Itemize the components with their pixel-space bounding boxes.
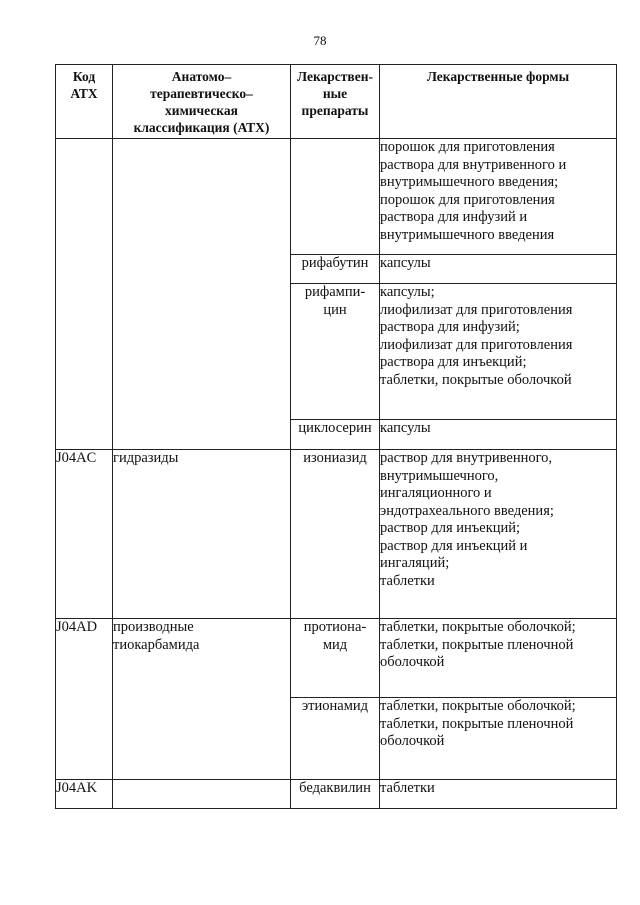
header-classification <box>113 65 291 139</box>
header-forms <box>380 65 617 139</box>
form-line: раствора для инфузий и <box>380 209 528 225</box>
form-line: таблетки, покрытые оболочкой <box>380 371 572 388</box>
header-code-line: Код <box>72 69 96 84</box>
classification-cell <box>113 780 291 809</box>
form-line: внутримышечного, <box>380 467 499 484</box>
code-cell: J04AD <box>56 619 113 780</box>
header-code-line: АТХ <box>70 86 98 101</box>
forms-cell <box>380 450 617 619</box>
form-line: эндотрахеального введения; <box>380 502 554 519</box>
classification-line: тиокарбамида <box>113 636 200 653</box>
table-row <box>56 450 617 619</box>
page-number: 78 <box>313 33 327 48</box>
form-line: ингаляционного и <box>380 485 492 501</box>
form-line: раствора для внутривенного и <box>380 156 567 173</box>
header-drugs-line: Лекарствен- <box>297 69 373 84</box>
header-classification-line: химическая <box>165 103 238 118</box>
classification-cell <box>113 450 291 619</box>
form-line: таблетки <box>380 572 435 589</box>
forms-cell <box>380 780 617 809</box>
form-line: раствор для инъекций и <box>380 537 528 554</box>
table-row <box>56 780 617 809</box>
header-classification-line: классификация (АТХ) <box>133 120 270 135</box>
form-line: оболочкой <box>380 733 445 749</box>
drug-cell <box>291 420 380 450</box>
form-line: таблетки, покрытые пленочной <box>380 715 574 732</box>
forms-cell <box>380 698 617 780</box>
form-line: таблетки <box>380 780 435 796</box>
form-line: порошок для приготовления <box>380 191 555 208</box>
drug-name: изониазид <box>303 450 367 466</box>
form-line: лиофилизат для приготовления <box>380 301 573 318</box>
header-code <box>56 65 113 139</box>
drug-cell <box>291 139 380 255</box>
form-line: оболочкой <box>380 654 445 670</box>
drug-name: рифабутин <box>301 255 369 271</box>
drug-name: циклосерин <box>298 420 372 436</box>
form-line: таблетки, покрытые пленочной <box>380 636 574 653</box>
forms-cell <box>380 255 617 284</box>
classification-cell <box>113 619 291 780</box>
table-row <box>56 619 617 698</box>
drug-cell <box>291 780 380 809</box>
header-drugs <box>291 65 380 139</box>
form-line: раствора для инъекций; <box>380 354 527 370</box>
classification-cell <box>113 139 291 450</box>
drug-cell <box>291 284 380 420</box>
form-line: ингаляций; <box>380 555 450 571</box>
drug-name: цин <box>323 301 347 318</box>
drug-cell <box>291 450 380 619</box>
forms-cell <box>380 284 617 420</box>
drug-cell <box>291 698 380 780</box>
classification-line: гидразиды <box>113 450 179 466</box>
drug-name: бедаквилин <box>299 780 371 796</box>
form-line: капсулы; <box>380 284 435 300</box>
drug-name: рифампи- <box>304 284 366 300</box>
header-drugs-line: препараты <box>301 103 369 118</box>
code-cell: J04AK <box>56 780 113 809</box>
code-cell <box>56 139 113 450</box>
header-classification-line: терапевтическо– <box>150 86 253 101</box>
forms-cell <box>380 619 617 698</box>
header-row <box>56 65 617 139</box>
atx-drug-table <box>55 64 617 809</box>
form-line: лиофилизат для приготовления <box>380 336 573 353</box>
form-line: таблетки, покрытые оболочкой; <box>380 619 576 635</box>
header-classification-line: Анатомо– <box>171 69 232 84</box>
drug-name: протиона- <box>303 619 367 635</box>
form-line: капсулы <box>380 255 431 271</box>
table-row <box>56 139 617 255</box>
forms-cell <box>380 420 617 450</box>
drug-cell <box>291 619 380 698</box>
forms-cell <box>380 139 617 255</box>
form-line: таблетки, покрытые оболочкой; <box>380 698 576 714</box>
form-line: внутримышечного введения <box>380 226 555 243</box>
drug-name: этионамид <box>301 698 369 714</box>
header-forms-line: Лекарственные формы <box>426 69 570 84</box>
form-line: внутримышечного введения; <box>380 174 559 190</box>
drug-name: мид <box>322 636 348 653</box>
header-drugs-line: ные <box>322 86 348 101</box>
code-cell: J04AC <box>56 450 113 619</box>
form-line: капсулы <box>380 420 431 436</box>
drug-cell <box>291 255 380 284</box>
classification-line: производные <box>113 619 194 635</box>
form-line: раствор для инъекций; <box>380 520 521 536</box>
form-line: порошок для приготовления <box>380 139 555 155</box>
form-line: раствора для инфузий; <box>380 319 520 335</box>
form-line: раствор для внутривенного, <box>380 450 553 466</box>
